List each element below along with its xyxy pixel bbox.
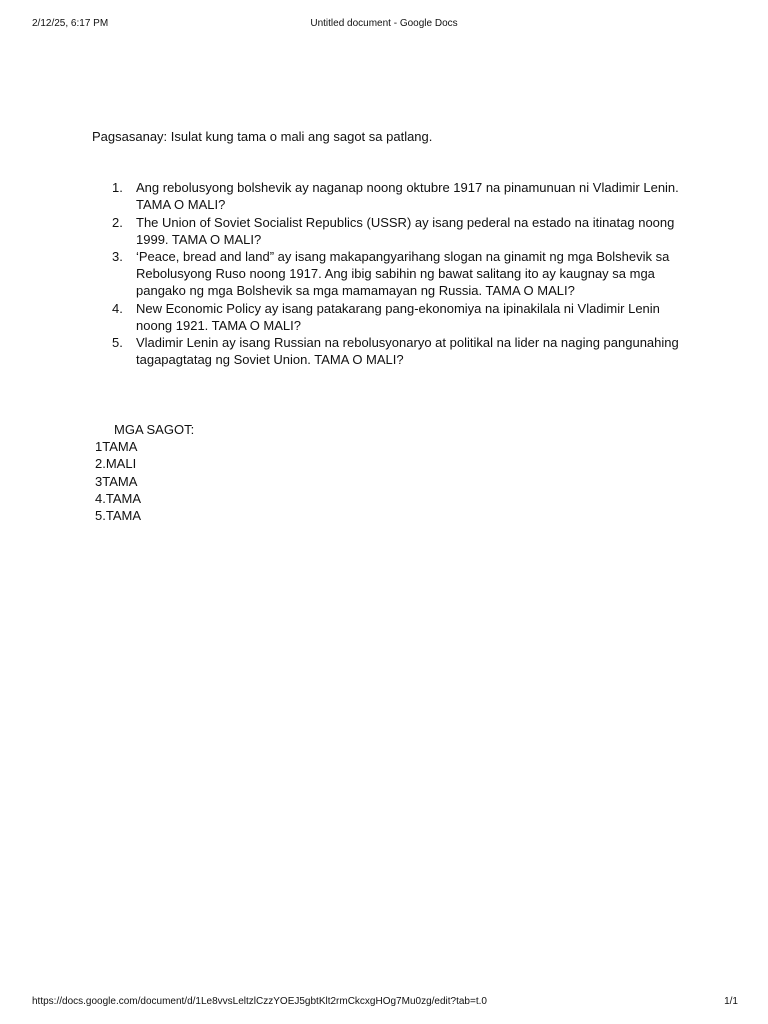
print-date: 2/12/25, 6:17 PM [32,18,109,29]
question-list [92,179,682,368]
question-item [92,179,682,213]
answer-key [95,421,194,524]
question-number: 2. [112,214,123,230]
question-item [92,214,682,248]
print-footer [0,996,768,1010]
answer-line: 3TAMA [95,473,138,489]
question-item [92,300,682,334]
question-text: ‘Peace, bread and land” ay isang makapangyarihang slogan na ginamit ng mga Bolshevik sa Rebolusyong Ruso noong 1917. Ang ibig sabihin ng bawat salitang ito ay kaugnay sa mga pangako ng mga Bolshevik sa mga mamamayan ng Russia. TAMA O MALI? [136,249,670,299]
print-header [0,18,768,32]
page-number: 1/1 [724,996,738,1007]
document-url: https://docs.google.com/document/d/1Le8vvsLeltzlCzzYOEJ5gbtKlt2rmCkcxgHOg7Mu0zg/edit?tab=t.0 [32,996,487,1007]
answer-line: 1TAMA [95,439,138,455]
answer-line: 2.MALI [95,456,137,472]
question-text: Ang rebolusyong bolshevik ay naganap noong oktubre 1917 na pinamunuan ni Vladimir Lenin. TAMA O MALI? [136,180,679,213]
document-body [92,128,682,368]
answers-heading: MGA SAGOT: [114,422,195,437]
instruction-text: Pagsasanay: Isulat kung tama o mali ang sagot sa patlang. [92,129,433,144]
answer-line: 5.TAMA [95,508,141,524]
question-number: 4. [112,300,123,316]
question-item [92,334,682,368]
print-document-title: Untitled document - Google Docs [310,18,458,29]
question-text: The Union of Soviet Socialist Republics (USSR) ay isang pederal na estado na itinatag noong 1999. TAMA O MALI? [136,214,675,247]
question-number: 1. [112,180,123,196]
question-item [92,248,682,300]
question-text: Vladimir Lenin ay isang Russian na rebolusyonaryo at politikal na lider na naging pangunahing tagapagtatag ng Soviet Union. TAMA O MALI? [136,335,679,368]
answer-line: 4.TAMA [95,490,141,506]
question-number: 5. [112,335,123,351]
question-text: New Economic Policy ay isang patakarang pang-ekonomiya na ipinakilala ni Vladimir Lenin noong 1921. TAMA O MALI? [136,300,660,333]
question-number: 3. [112,249,123,265]
